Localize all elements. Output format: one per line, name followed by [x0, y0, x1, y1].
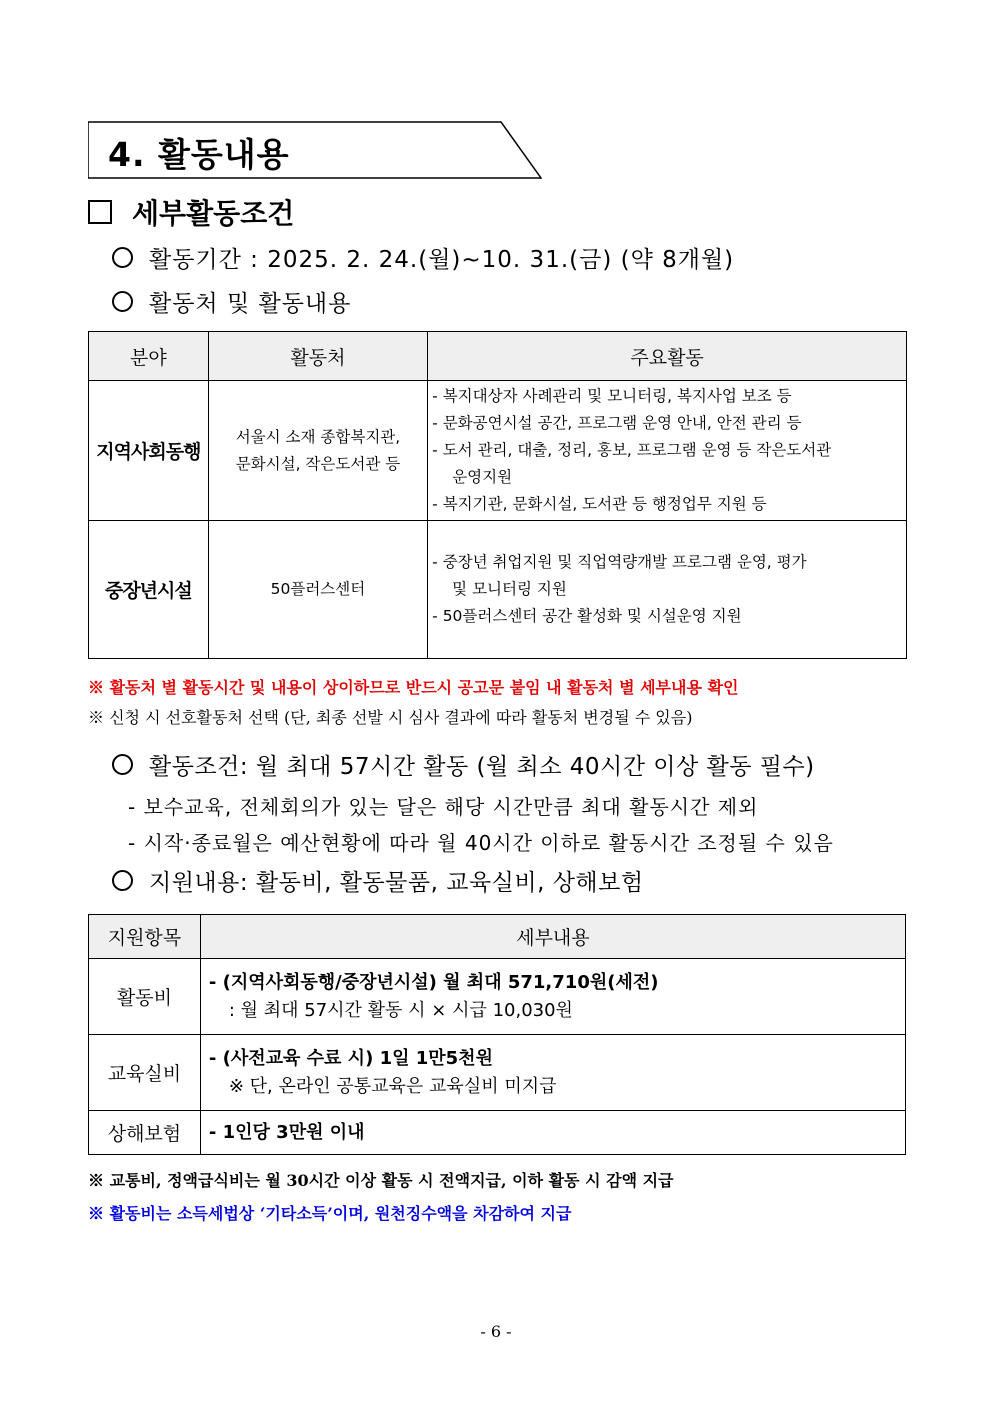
detail-sub: : 월 최대 57시간 활동 시 × 시급 10,030원 — [228, 999, 573, 1021]
circle-bullet-icon — [112, 247, 133, 268]
page-number: - 6 - — [480, 1322, 512, 1341]
condition-item: - 보수교육, 전체회의가 있는 달은 해당 시간만큼 최대 활동시간 제외 — [128, 795, 759, 819]
table-header-row — [89, 915, 906, 959]
detail-main: - 1인당 3만원 이내 — [208, 1121, 365, 1143]
row-activities — [428, 521, 907, 659]
support-detail — [200, 1035, 905, 1111]
activity-item: - 50플러스센터 공간 활성화 및 시설운영 지원 — [432, 607, 742, 625]
support-item: 상해보험 — [89, 1111, 201, 1155]
table-header-row — [89, 332, 907, 381]
subsection-title: 세부활동조건 — [132, 197, 295, 230]
notice-red: ※ 활동처 별 활동시간 및 내용이 상이하므로 반드시 공고문 붙임 내 활동처 별 세부내용 확인 — [88, 678, 739, 697]
section-header — [88, 121, 542, 179]
support-heading-text: 지원내용: 활동비, 활동물품, 교육실비, 상해보험 — [149, 870, 644, 896]
conditions-heading-text: 활동조건: 월 최대 57시간 활동 (월 최소 40시간 이상 활동 필수) — [149, 754, 815, 780]
activity-item: - 중장년 취업지원 및 직업역량개발 프로그램 운영, 평가 — [432, 553, 807, 571]
period-text: 활동기간 : 2025. 2. 24.(월)~10. 31.(금) (약 8개월) — [149, 247, 735, 273]
support-table — [88, 914, 906, 1155]
circle-bullet-icon — [112, 291, 133, 312]
table-row — [89, 381, 907, 521]
support-heading — [112, 864, 644, 897]
activity-places-table — [88, 331, 907, 659]
support-detail — [200, 1111, 905, 1155]
subsection-heading — [88, 192, 294, 232]
header-details: 세부내용 — [200, 915, 905, 959]
places-heading — [112, 285, 351, 318]
header-support-item: 지원항목 — [89, 915, 201, 959]
period-line — [112, 241, 734, 274]
support-detail — [200, 959, 905, 1035]
activity-item: - 복지기관, 문화시설, 도서관 등 행정업무 지원 등 — [432, 495, 767, 513]
conditions-heading — [112, 748, 815, 781]
circle-bullet-icon — [112, 754, 133, 775]
place-line: 문화시설, 작은도서관 등 — [235, 454, 401, 473]
activity-item: 운영지원 — [452, 468, 513, 486]
activity-item: - 도서 관리, 대출, 정리, 홍보, 프로그램 운영 등 작은도서관 — [432, 441, 832, 459]
table-row — [89, 521, 907, 659]
notice-preference: ※ 신청 시 선호활동처 선택 (단, 최종 선발 시 심사 결과에 따라 활동처 변경될 수 있음) — [88, 708, 693, 727]
row-category: 중장년시설 — [89, 521, 209, 659]
row-activities — [428, 381, 907, 521]
square-bullet-icon — [88, 200, 112, 224]
places-heading-text: 활동처 및 활동내용 — [149, 291, 352, 317]
table-row — [89, 959, 906, 1035]
detail-sub: ※ 단, 온라인 공통교육은 교육실비 미지급 — [228, 1075, 557, 1097]
place-line: 서울시 소재 종합복지관, — [235, 427, 401, 446]
detail-main: - (지역사회동행/중장년시설) 월 최대 571,710원(세전) — [208, 971, 659, 993]
notice-tax: ※ 활동비는 소득세법상 ‘기타소득’이며, 원천징수액을 차감하여 지급 — [88, 1204, 572, 1223]
row-place — [208, 521, 427, 659]
table-row — [89, 1111, 906, 1155]
support-item: 교육실비 — [89, 1035, 201, 1111]
activity-item: - 문화공연시설 공간, 프로그램 운영 안내, 안전 관리 등 — [432, 414, 802, 432]
header-activities: 주요활동 — [428, 332, 907, 381]
header-place: 활동처 — [208, 332, 427, 381]
activity-item: 및 모니터링 지원 — [452, 580, 567, 598]
row-category: 지역사회동행 — [89, 381, 209, 521]
section-title: 4. 활동내용 — [108, 135, 290, 174]
circle-bullet-icon — [112, 870, 133, 891]
support-item: 활동비 — [89, 959, 201, 1035]
notice-transport: ※ 교통비, 정액급식비는 월 30시간 이상 활동 시 전액지급, 이하 활동 시 감액 지급 — [88, 1171, 674, 1190]
row-place — [208, 381, 427, 521]
activity-item: - 복지대상자 사례관리 및 모니터링, 복지사업 보조 등 — [432, 387, 792, 405]
table-row — [89, 1035, 906, 1111]
header-field: 분야 — [89, 332, 209, 381]
condition-item: - 시작·종료월은 예산현황에 따라 월 40시간 이하로 활동시간 조정될 수 있음 — [128, 831, 834, 855]
place-line: 50플러스센터 — [270, 580, 366, 598]
detail-main: - (사전교육 수료 시) 1일 1만5천원 — [208, 1047, 493, 1069]
